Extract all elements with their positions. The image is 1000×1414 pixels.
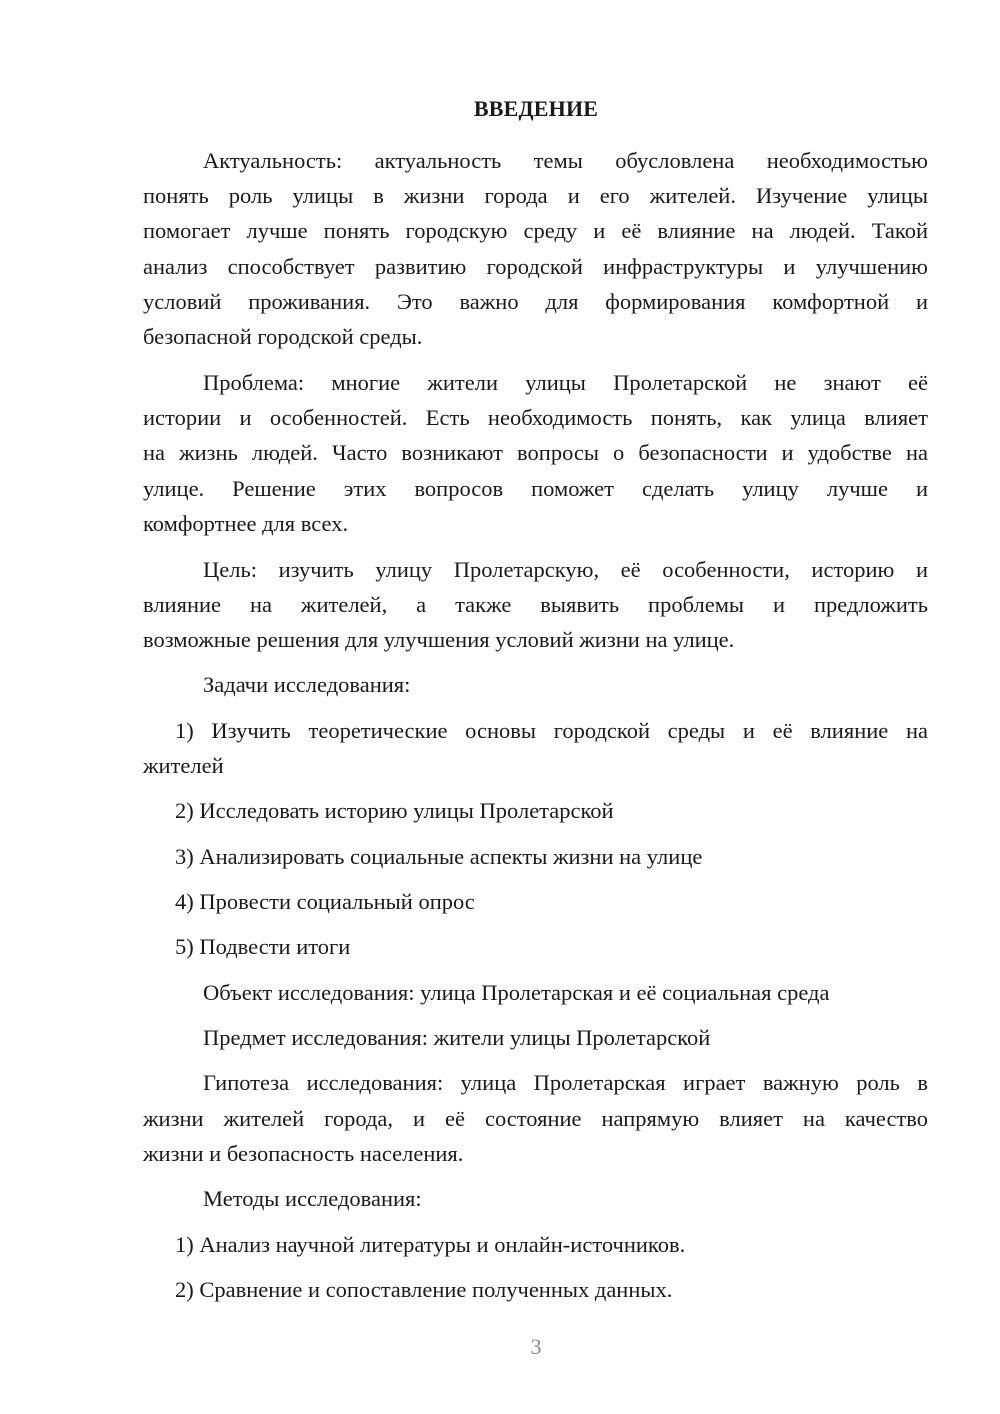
section-title: ВВЕДЕНИЕ [473,96,599,121]
task-item: 3) Анализировать социальные аспекты жизни на улице [175,844,703,869]
problem-line: комфортнее для всех. [143,511,349,536]
task-item: 5) Подвести итоги [175,934,351,959]
hypothesis-line: жизни и безопасность населения. [143,1141,464,1166]
method-item: 1) Анализ научной литературы и онлайн-источников. [175,1232,686,1257]
task-item: 4) Провести социальный опрос [175,889,475,914]
task-item: 2) Исследовать историю улицы Пролетарской [175,798,614,823]
hypothesis-line: жизни жителей города, и её состояние напрямую влияет на качество [143,1106,928,1131]
methods-heading: Методы исследования: [203,1186,422,1211]
problem-line: истории и особенностей. Есть необходимость понять, как улица влияет [143,405,928,430]
relevance-line: Актуальность: актуальность темы обусловлена необходимостью [203,148,928,173]
problem-line: на жизнь людей. Часто возникают вопросы о безопасности и удобстве на [143,440,928,465]
research-object: Объект исследования: улица Пролетарская и её социальная среда [203,980,830,1005]
problem-line: улице. Решение этих вопросов поможет сделать улицу лучше и [143,476,928,501]
hypothesis-line: Гипотеза исследования: улица Пролетарская играет важную роль в [203,1070,928,1095]
relevance-line: безопасной городской среды. [143,324,423,349]
task-item-continuation: жителей [143,753,224,778]
relevance-line: помогает лучше понять городскую среду и её влияние на людей. Такой [143,218,928,243]
goal-line: влияние на жителей, а также выявить проблемы и предложить [143,592,928,617]
goal-line: Цель: изучить улицу Пролетарскую, её особенности, историю и [203,557,928,582]
relevance-line: условий проживания. Это важно для формирования комфортной и [143,289,928,314]
method-item: 2) Сравнение и сопоставление полученных данных. [175,1277,673,1302]
tasks-heading: Задачи исследования: [203,672,411,697]
research-subject: Предмет исследования: жители улицы Пролетарской [203,1025,711,1050]
page-number: 3 [530,1334,542,1359]
relevance-line: анализ способствует развитию городской инфраструктуры и улучшению [143,254,928,279]
problem-line: Проблема: многие жители улицы Пролетарской не знают её [203,370,928,395]
task-item: 1) Изучить теоретические основы городской среды и её влияние на [175,718,928,743]
relevance-line: понять роль улицы в жизни города и его жителей. Изучение улицы [143,183,928,208]
goal-line: возможные решения для улучшения условий жизни на улице. [143,627,735,652]
